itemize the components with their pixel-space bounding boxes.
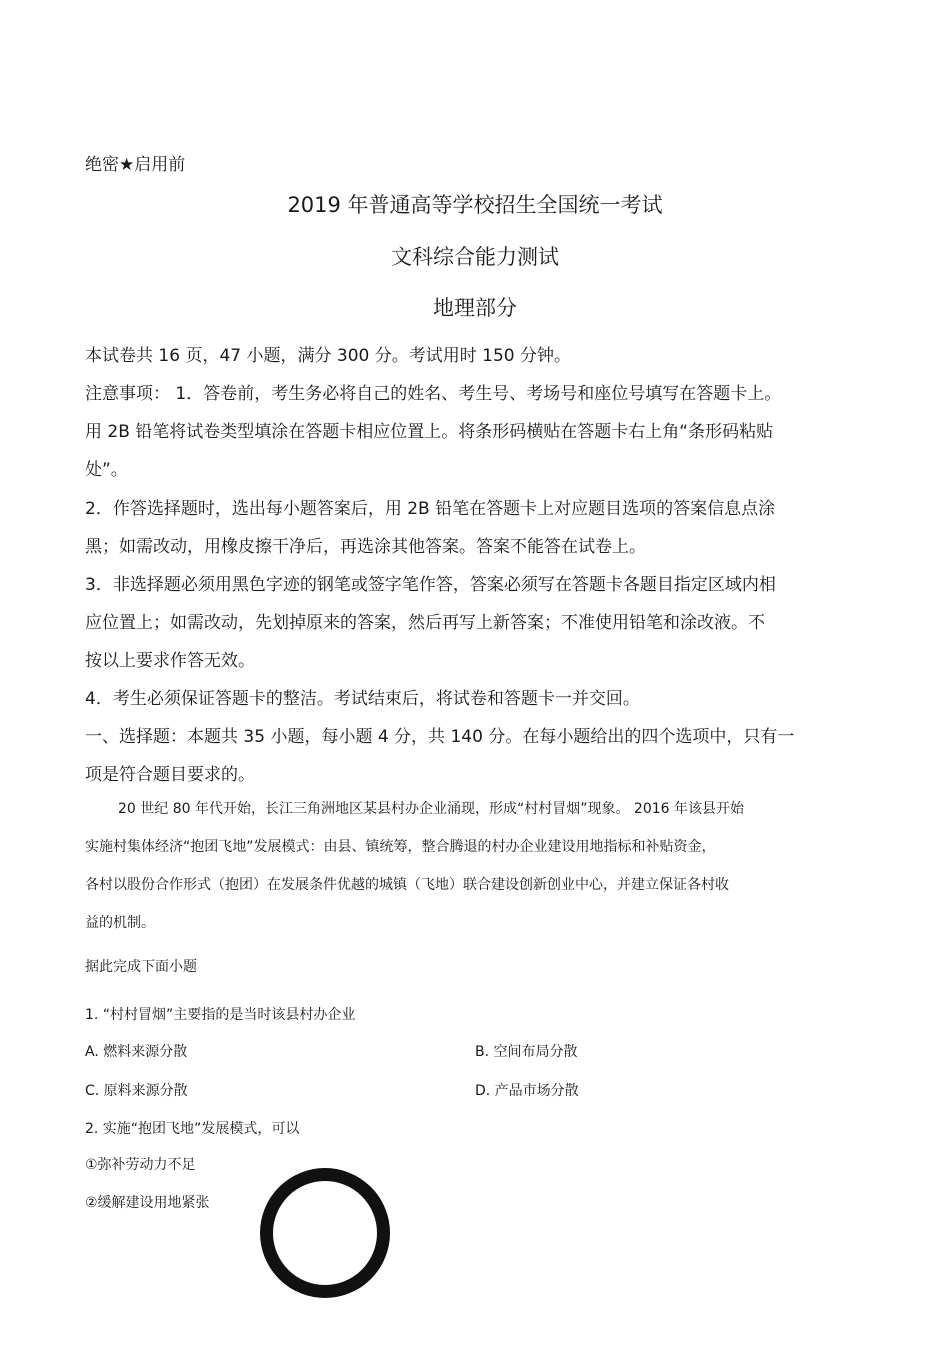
notice-line: 应位置上；如需改动，先划掉原来的答案，然后再写上新答案；不准使用铅笔和涂改液。不	[85, 613, 765, 633]
question-2-stem: 2. 实施“抱团飞地”发展模式，可以	[85, 1121, 300, 1137]
passage-line: 实施村集体经济“抱团飞地”发展模式：由县、镇统筹，整合腾退的村办企业建设用地指标和补贴资金，	[85, 839, 716, 855]
passage-line: 益的机制。	[85, 915, 155, 931]
passage-instruction: 据此完成下面小题	[85, 959, 197, 975]
question-2-item: ①弥补劳动力不足	[85, 1157, 196, 1173]
question-1-option-b: B. 空间布局分散	[475, 1044, 578, 1060]
question-2-item: ②缓解建设用地紧张	[85, 1195, 210, 1211]
question-1-option-a: A. 燃料来源分散	[85, 1044, 188, 1060]
section-instruction: 一、选择题：本题共 35 小题，每小题 4 分，共 140 分。在每小题给出的四个选项中，只有一	[85, 727, 795, 747]
question-1-stem: 1. “村村冒烟”主要指的是当时该县村办企业	[85, 1007, 356, 1023]
section-instruction: 项是符合题目要求的。	[85, 765, 255, 785]
exam-title: 2019 年普通高等学校招生全国统一考试	[287, 193, 663, 217]
notice-line: 3．非选择题必须用黑色字迹的钢笔或签字笔作答，答案必须写在答题卡各题目指定区域内相	[85, 575, 776, 595]
notice-line: 处”。	[85, 460, 128, 480]
notice-line: 4．考生必须保证答题卡的整洁。考试结束后，将试卷和答题卡一并交回。	[85, 689, 640, 709]
passage-line: 各村以股份合作形式（抱团）在发展条件优越的城镇（飞地）联合建设创新创业中心，并建立保证各村收	[85, 877, 729, 893]
notice-line: 2．作答选择题时，选出每小题答案后，用 2B 铅笔在答题卡上对应题目选项的答案信息点涂	[85, 499, 776, 519]
notice-line: 注意事项： 1．答卷前，考生务必将自己的姓名、考生号、考场号和座位号填写在答题卡上。	[85, 384, 782, 404]
confidential-label: 绝密★启用前	[85, 155, 186, 175]
question-1-option-d: D. 产品市场分散	[475, 1083, 579, 1099]
notice-line: 黑；如需改动，用橡皮擦干净后，再选涂其他答案。答案不能答在试卷上。	[85, 537, 646, 557]
question-1-option-c: C. 原料来源分散	[85, 1083, 188, 1099]
notice-line: 按以上要求作答无效。	[85, 651, 255, 671]
exam-summary: 本试卷共 16 页，47 小题，满分 300 分。考试用时 150 分钟。	[85, 346, 571, 366]
passage-line: 20 世纪 80 年代开始，长江三角洲地区某县村办企业涌现，形成“村村冒烟”现象。 2016 年该县开始	[118, 801, 745, 817]
circle-watermark-icon	[260, 1168, 390, 1298]
exam-subtitle: 文科综合能力测试	[391, 245, 559, 269]
section-title: 地理部分	[433, 296, 517, 320]
notice-line: 用 2B 铅笔将试卷类型填涂在答题卡相应位置上。将条形码横贴在答题卡右上角“条形码粘贴	[85, 422, 774, 442]
